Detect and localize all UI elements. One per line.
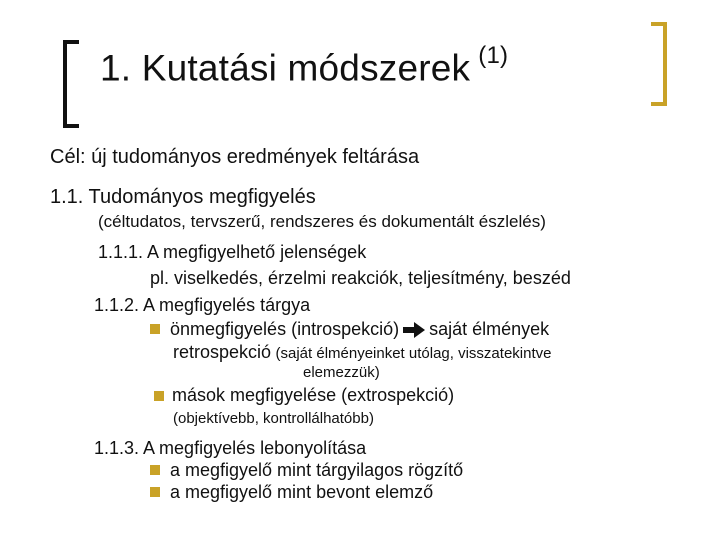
section-1-1-1-heading: 1.1.1. A megfigyelhető jelenségek bbox=[98, 242, 367, 262]
retrospection-note: (saját élményeinket utólag, visszatekintve bbox=[275, 345, 552, 362]
bullet-square-icon bbox=[150, 465, 160, 475]
section-1-1-2-heading: 1.1.2. A megfigyelés tárgya bbox=[94, 295, 311, 315]
extrospection-line: mások megfigyelése (extrospekció) bbox=[172, 385, 455, 405]
section-1-1-description: (céltudatos, tervszerű, rendszeres és dokumentált észlelés) bbox=[98, 212, 546, 231]
title-text: 1. Kutatási módszerek bbox=[100, 47, 471, 89]
own-experiences-text: saját élmények bbox=[429, 319, 550, 339]
retrospection-note-cont: elemezzük) bbox=[303, 364, 380, 381]
bullet-square-icon bbox=[150, 487, 160, 497]
goal-line: Cél: új tudományos eredmények feltárása bbox=[50, 146, 420, 168]
section-1-1-heading: 1.1. Tudományos megfigyelés bbox=[50, 186, 316, 208]
bullet-square-icon bbox=[150, 324, 160, 334]
title-left-bracket bbox=[63, 40, 79, 128]
page-title bbox=[100, 42, 509, 89]
extrospection-note: (objektívebb, kontrollálhatóbb) bbox=[173, 410, 374, 427]
introspection-text: önmegfigyelés (introspekció) bbox=[170, 319, 400, 339]
involved-analyst-line: a megfigyelő mint bevont elemző bbox=[170, 482, 434, 502]
section-1-1-3-heading: 1.1.3. A megfigyelés lebonyolítása bbox=[94, 438, 367, 458]
retrospection-label: retrospekció bbox=[173, 342, 272, 362]
title-superscript: (1) bbox=[478, 42, 509, 69]
objective-recorder-line: a megfigyelő mint tárgyilagos rögzítő bbox=[170, 460, 464, 480]
introspection-line bbox=[170, 319, 549, 340]
section-1-1-1-example: pl. viselkedés, érzelmi reakciók, teljesítmény, beszéd bbox=[150, 268, 571, 288]
retrospection-line bbox=[173, 342, 551, 363]
right-arrow-icon bbox=[403, 322, 425, 338]
title-right-bracket bbox=[651, 22, 667, 106]
bullet-square-icon bbox=[154, 391, 164, 401]
